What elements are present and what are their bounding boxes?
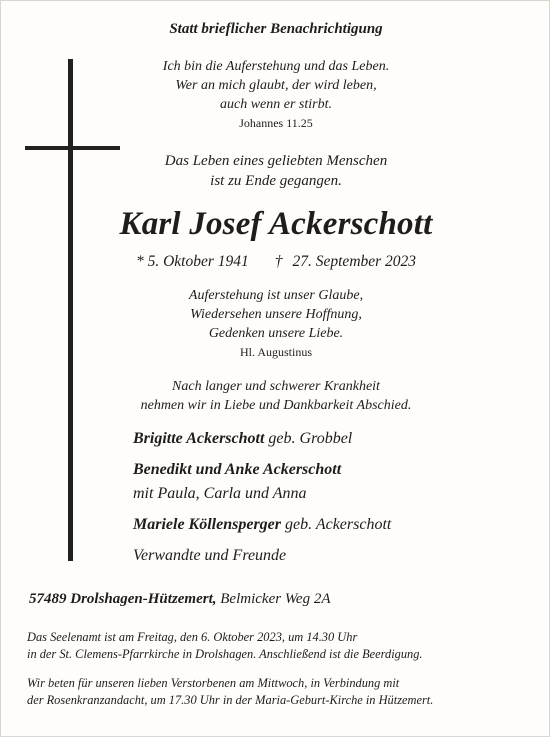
- mourner-line: [133, 461, 341, 479]
- mourner-name: Benedikt und Anke Ackerschott: [133, 461, 342, 478]
- death-date: 27. September 2023: [292, 253, 417, 270]
- prayer-notice: [27, 675, 433, 708]
- notice-line: Das Seelenamt ist am Freitag, den 6. Oktober 2023, um 14.30 Uhr: [27, 630, 358, 644]
- verse-line: Wiedersehen unsere Hoffnung,: [190, 307, 362, 322]
- augustinus-verse: [31, 286, 521, 362]
- mourner-name: Mariele Köllensperger: [133, 516, 281, 533]
- address-city: 57489 Drolshagen-Hützemert,: [29, 591, 217, 607]
- intro-line: ist zu Ende gegangen.: [210, 173, 342, 189]
- address-street: Belmicker Weg 2A: [216, 591, 331, 607]
- mourner-name: Brigitte Ackerschott: [133, 430, 265, 447]
- intro-line: Das Leben eines geliebten Menschen: [164, 153, 388, 169]
- verse-line: auch wenn er stirbt.: [220, 97, 332, 112]
- farewell-line: nehmen wir in Liebe und Dankbarkeit Abschied.: [140, 398, 412, 413]
- mourner-line: [133, 547, 286, 565]
- notice-header: Statt brieflicher Benachrichtigung: [169, 21, 383, 37]
- cross-icon-bar: [25, 146, 120, 150]
- bible-verse: [31, 57, 521, 133]
- mourner-line: [133, 485, 307, 503]
- notice-line: in der St. Clemens-Pfarrkirche in Drolshagen. Anschließend ist die Beerdigung.: [27, 646, 423, 661]
- verse-line: Ich bin die Auferstehung und das Leben.: [162, 59, 390, 74]
- verse-citation: Johannes 11.25: [239, 116, 313, 130]
- mourner-line: [133, 516, 391, 534]
- verse-line: Auferstehung ist unser Glaube,: [188, 288, 364, 303]
- verse-citation: Hl. Augustinus: [239, 345, 312, 359]
- mourner-line: [133, 430, 352, 448]
- mourner-suffix: geb. Grobbel: [264, 430, 353, 447]
- deceased-name: Karl Josef Ackerschott: [119, 206, 433, 242]
- mourner-suffix: geb. Ackerschott: [281, 516, 392, 533]
- mourner-suffix: Verwandte und Freunde: [133, 547, 287, 564]
- funeral-notice: [27, 629, 423, 662]
- intro-text: [31, 151, 521, 191]
- notice-line: der Rosenkranzandacht, um 17.30 Uhr in der Maria-Geburt-Kirche in Hützemert.: [27, 692, 434, 707]
- farewell-line: Nach langer und schwerer Krankheit: [172, 379, 380, 394]
- family-address: [29, 591, 331, 608]
- verse-line: Wer an mich glaubt, der wird leben,: [175, 78, 377, 93]
- verse-line: Gedenken unsere Liebe.: [208, 326, 344, 341]
- life-dates: [31, 253, 521, 271]
- dagger-icon: †: [274, 253, 283, 270]
- mourner-suffix: mit Paula, Carla und Anna: [133, 485, 307, 502]
- notice-line: Wir beten für unseren lieben Verstorbenen am Mittwoch, in Verbindung mit: [27, 676, 400, 690]
- birth-date: * 5. Oktober 1941: [135, 253, 249, 270]
- farewell-text: [31, 377, 521, 415]
